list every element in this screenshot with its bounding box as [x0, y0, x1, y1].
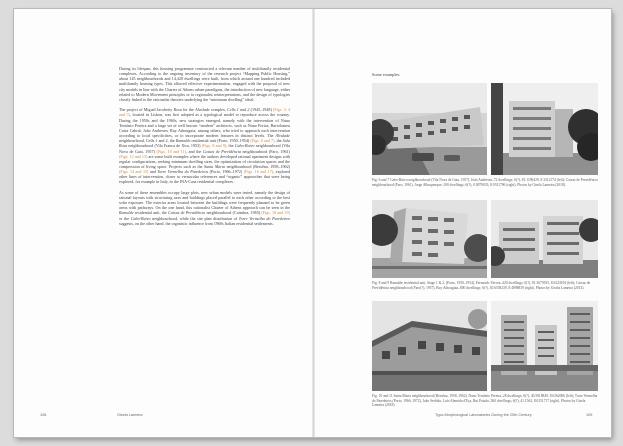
text-run: neighbourhood, Cells 1 and 2, the	[119, 138, 176, 144]
photo-cabo-ruivo	[372, 83, 487, 175]
text-run: residential unit, the	[133, 210, 168, 216]
text-run: , explored other lines of intervention, closer to vernacular references and “organic” approaches that were being explored, for example in Italy, in the INA-Casa residential complexes.	[119, 169, 291, 185]
photo-torre-vermelha-image	[491, 301, 598, 391]
figure-reference[interactable]: (Figs. 16 and 17)	[243, 169, 274, 175]
text-run: or the	[119, 215, 131, 221]
text-run: neighbourhood, while the site plan distribution of	[150, 215, 239, 221]
italic-run: Cabo-Ruivo	[130, 215, 151, 221]
text-run: , located in Lisbon, was first adopted as a typological model to reproduce across the country. During the 1950s and the 1960s, new strategies emerged, namely with the intervention of Nuno Teotónio Pereira and a large set of well known “modern” architects, such as Nuno Portas, Bartolomeu Costa Cabral, João Andresen, Ruy Athouguia, among others, who tried to approach each intervention according to local specificities, or to incorporate modern features in distinct levels. The	[119, 112, 290, 139]
text-run: residential unit (Porto, 1950–1954)	[190, 138, 251, 144]
italic-run: Torre Vermelha do Paredeiros	[238, 215, 291, 221]
text-run: neighbourhood (Faro, 1961)	[240, 148, 290, 154]
figure-reference[interactable]: (Figs. 18 and 19)	[261, 210, 290, 216]
text-run: , the	[226, 143, 235, 149]
text-run: (Porto, 1966–1972)	[208, 169, 244, 175]
paragraph-3	[119, 190, 290, 226]
right-page-number: 109	[586, 413, 593, 417]
text-run: The project of Miguel Jacobetty Rosa for the	[119, 107, 196, 113]
text-run: (1945–1948)	[249, 107, 274, 113]
italic-run: Ramalde	[175, 138, 191, 144]
figure-reference[interactable]: (Figs. 10 and 11)	[156, 148, 187, 154]
left-page-number: 108	[40, 413, 47, 417]
figure-reference[interactable]: (Figs. 6 and 7)	[250, 138, 275, 144]
photo-caixas-faro-image	[491, 83, 598, 175]
text-run: neighbourhood (Coimbra, 1965)	[205, 210, 262, 216]
italic-run: Sala Rosa	[119, 138, 290, 149]
book-spread	[14, 9, 611, 437]
paragraph-2	[119, 107, 290, 184]
paragraph-1	[119, 66, 290, 102]
text-run: neighbourhood (Bessêna, 1958–1962)	[225, 164, 290, 169]
left-page	[14, 9, 312, 437]
right-page	[315, 9, 611, 437]
text-run: are some built examples where the authors developed rational apartment designs with regular configurations, seeking minimum dwelling sizes, the optimization of circulation spaces and the compression of living space. Projects such as the	[119, 153, 290, 169]
examples-label: Some examples:	[372, 72, 401, 77]
figure-reference[interactable]: (Figs. 12 and 13)	[119, 153, 148, 159]
text-run: neighbourhood (Vila Franca de Xira, 1953)	[127, 143, 202, 149]
text-run: As some of these ensembles occupy large plots, new urban models were tested, namely the design of rational layouts with structuring axes and buildings placed parallel to each other according to the best solar exposure. The exterior areas located between the buildings were frequently planned to be green areas with pathways. On the one hand, this rationalist Charter of Athens approach can be seen in the	[119, 189, 290, 211]
text-run: complex,	[209, 107, 228, 113]
photo-ramalde	[372, 200, 487, 278]
left-page-author: Gisela Lameira	[117, 413, 143, 417]
text-run: , and the	[186, 148, 203, 154]
caption-group-2: Fig. 8 and 9 Ramalde residential unit, Stage 1 & 2, (Porto, 1950–1954), Fernando Távora–420 dwellings; 6(?), 81.3673935, 8.6324194 (left); Caixas de Previdência neighbourhood (Faro(?), 1957), Ruy Athouguia–800 dwellings; 6(?), 30.6538239, 8.4898839 (right). Photos by Gisela Lameira (2013).	[372, 281, 591, 290]
photo-caixas-blocks	[491, 200, 598, 278]
text-run: and	[148, 169, 158, 175]
photo-caixas-blocks-image	[491, 200, 598, 278]
photo-santa-marta-image	[372, 301, 487, 391]
italic-run: Ramalde	[119, 210, 134, 216]
photo-santa-marta	[372, 301, 487, 391]
italic-run: Cabo-Ruivo	[234, 143, 255, 149]
figure-reference[interactable]: (Figs. 14 and 15)	[119, 169, 149, 175]
photo-ramalde-image	[372, 200, 487, 278]
italic-run: Alvalade	[195, 107, 210, 113]
figure-reference[interactable]: (Figs. 8 and 9)	[201, 143, 227, 149]
text-run: , the	[274, 138, 283, 144]
text-run: neighbourhood (Vila Nova de Gaia, 1957)	[119, 143, 291, 154]
italic-run: Caixas de Previdência	[202, 148, 241, 154]
running-title: Typo-Morphological Laboratories During the 20th Century	[435, 413, 532, 417]
italic-run: Caixas de Previdência	[167, 210, 206, 216]
italic-run: Santa Marta	[204, 164, 226, 169]
italic-run: Cells 1 and 2	[227, 107, 250, 113]
text-run: During its lifespan, this housing programme constructed a relevant number of multifamily residential complexes. According to the ongoing inventory of the research project “Mapping Public Housing,” about 145 neighbourhoods and 14,420 dwellings were built, from which around one hundred included multifamily housing types. This allowed effective experimentation, engaged with the proposal of new city models in line with the Charter of Athens urban paradigms, the introduction of new language, either related to Modern Movement principles or to regionalist reinterpretations, and the design of typologies closely linked to the rationalist theories underlying the “minimum dwelling” ideal.	[119, 66, 290, 102]
caption-group-3: Fig. 10 and 11 Santa Marta neighbourhood (Bessêna, 1958–1962), Nuno Teotónio Pereira–28 dwellings; 6(?), 40.5018849, 8.6362006 (left); Torre Vermelha do Paredeiros (Porto, 1966–1972), João Serôdio, Luís Almeida d'Eça, Rui Paixão–560 dwellings; 6(?), 41.1562, 8.6151717 (right). Photos by Gisela Lameira (2018).	[372, 394, 598, 407]
photo-cabo-ruivo-image	[372, 83, 487, 175]
caption-group-1: Fig. 6 and 7 Cabo-Ruivo neighbourhood (Vila Nova de Gaia, 1957), João Andresen–72 dwellings; 6(?), 81.1196429, 8.3312174 (left); Caixas de Previdência neighbourhood (Faro, 1961), Jorge Albuquerque–100 dwellings; 6(?), 0.0079033, 8.9311796 (right). Photos by Gisela Lameira (2018).	[372, 178, 598, 187]
italic-run: Alvalade	[275, 133, 290, 139]
text-run: suggests, on the other hand, the organistic influence from 1960s Italian residential settlements.	[119, 220, 274, 226]
italic-run: Torre Vermelha do Paredeiros	[157, 169, 209, 175]
body-text-column	[119, 66, 290, 231]
photo-caixas-faro	[491, 83, 598, 175]
photo-torre-vermelha	[491, 301, 598, 391]
figure-reference[interactable]: (Figs. 3, 4 and 5)	[119, 107, 291, 118]
